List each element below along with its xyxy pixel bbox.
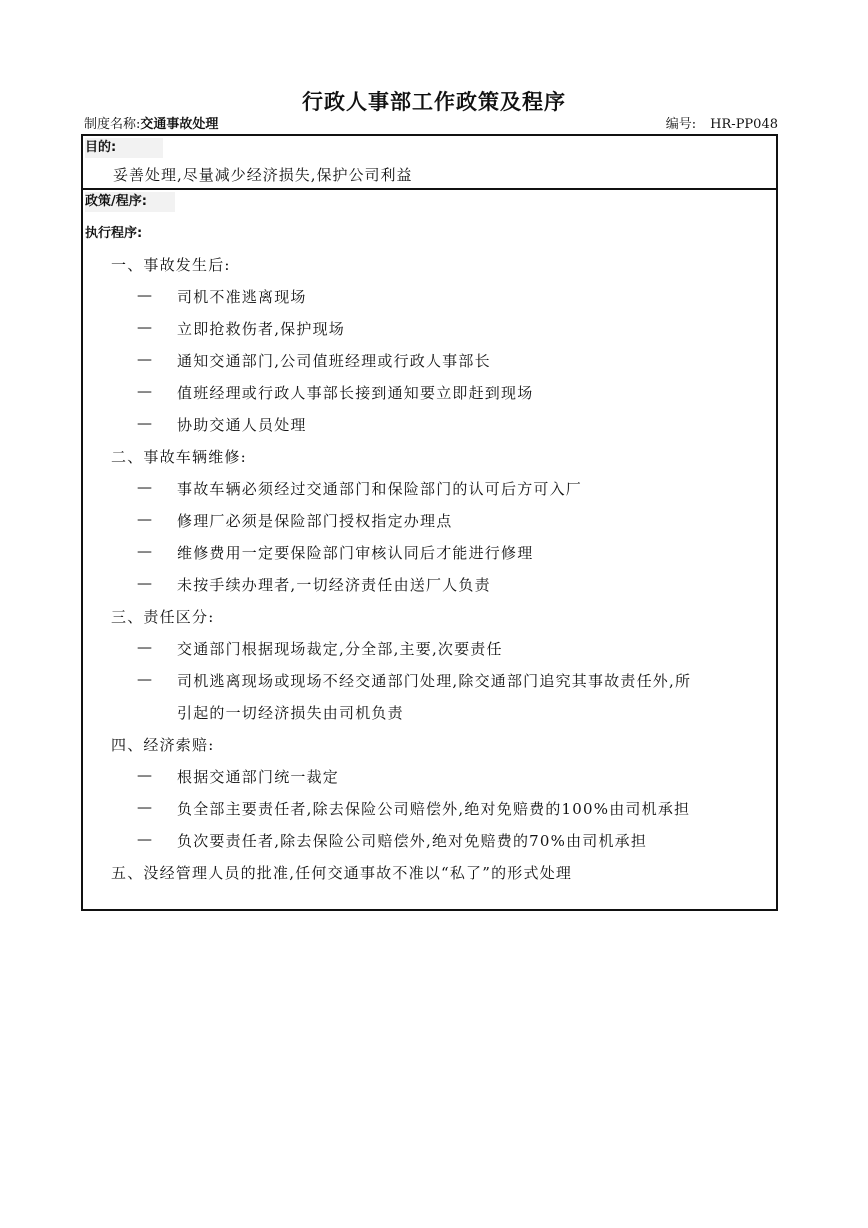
list-item: 司机逃离现场或现场不经交通部门处理,除交通部门追究其事故责任外,所 <box>177 672 692 690</box>
dash-marker: — <box>137 542 152 560</box>
policy-box <box>81 134 778 911</box>
dash-marker: — <box>137 286 152 304</box>
section-heading-4: 四、经济索赔: <box>111 736 215 754</box>
purpose-label: 目的: <box>85 138 163 158</box>
policy-name <box>84 116 218 134</box>
dash-marker: — <box>137 414 152 432</box>
section-divider <box>83 188 776 190</box>
list-item: 协助交通人员处理 <box>177 416 307 434</box>
section-heading-1: 一、事故发生后: <box>111 256 231 274</box>
section-heading-5: 五、没经管理人员的批准,任何交通事故不准以“私了”的形式处理 <box>111 864 573 882</box>
list-item: 通知交通部门,公司值班经理或行政人事部长 <box>177 352 491 370</box>
dash-marker: — <box>137 670 152 688</box>
dash-marker: — <box>137 318 152 336</box>
dash-marker: — <box>137 510 152 528</box>
list-item: 维修费用一定要保险部门审核认同后才能进行修理 <box>177 544 534 562</box>
dash-marker: — <box>137 766 152 784</box>
list-item: 根据交通部门统一裁定 <box>177 768 340 786</box>
exec-label: 执行程序: <box>85 226 143 241</box>
dash-marker: — <box>137 638 152 656</box>
dash-marker: — <box>137 574 152 592</box>
dash-marker: — <box>137 830 152 848</box>
dash-marker: — <box>137 350 152 368</box>
list-item-continuation: 引起的一切经济损失由司机负责 <box>177 704 404 722</box>
list-item: 交通部门根据现场裁定,分全部,主要,次要责任 <box>177 640 503 658</box>
list-item: 未按手续办理者,一切经济责任由送厂人负责 <box>177 576 491 594</box>
section-heading-3: 三、责任区分: <box>111 608 215 626</box>
list-item: 负次要责任者,除去保险公司赔偿外,绝对免赔费的70%由司机承担 <box>177 832 648 850</box>
code-value: HR-PP048 <box>710 117 778 132</box>
list-item: 立即抢救伤者,保护现场 <box>177 320 345 338</box>
dash-marker: — <box>137 382 152 400</box>
policy-name-label: 制度名称: <box>84 117 141 132</box>
code-label: 编号: <box>665 117 697 132</box>
document-code <box>666 116 778 134</box>
purpose-text: 妥善处理,尽量减少经济损失,保护公司利益 <box>113 166 413 184</box>
meta-row <box>84 116 778 134</box>
list-item: 负全部主要责任者,除去保险公司赔偿外,绝对免赔费的100%由司机承担 <box>177 800 691 818</box>
policy-label: 政策/程序: <box>85 192 175 212</box>
policy-name-value: 交通事故处理 <box>140 117 219 132</box>
list-item: 修理厂必须是保险部门授权指定办理点 <box>177 512 453 530</box>
dash-marker: — <box>137 798 152 816</box>
dash-marker: — <box>137 478 152 496</box>
list-item: 事故车辆必须经过交通部门和保险部门的认可后方可入厂 <box>177 480 583 498</box>
list-item: 司机不准逃离现场 <box>177 288 307 306</box>
document-title: 行政人事部工作政策及程序 <box>302 89 566 114</box>
list-item: 值班经理或行政人事部长接到通知要立即赶到现场 <box>177 384 534 402</box>
section-heading-2: 二、事故车辆维修: <box>111 448 247 466</box>
